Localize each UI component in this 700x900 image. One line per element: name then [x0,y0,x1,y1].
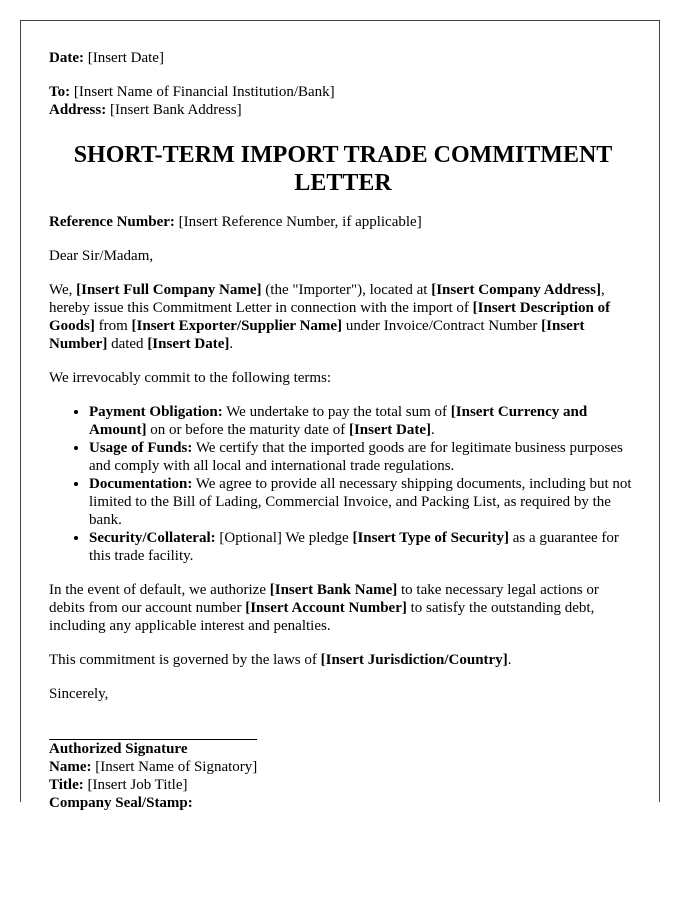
term-label: Usage of Funds: [89,440,193,456]
address-line [49,101,637,119]
letter-page [20,20,660,811]
salutation: Dear Sir/Madam, [49,248,154,264]
address-value: [Insert Bank Address] [106,102,242,118]
reference-value: [Insert Reference Number, if applicable] [174,214,422,230]
term-label: Security/Collateral: [89,530,216,546]
jurisdiction-placeholder: [Insert Jurisdiction/Country] [320,652,508,668]
intro-text: We, [49,282,77,298]
intro-text: . [229,336,234,352]
term-text: as a guarantee for this trade facility. [89,530,619,564]
signatory-title-line [49,776,637,794]
account-number-placeholder: [Insert Account Number] [245,600,407,616]
default-text: In the event of default, we authorize [49,582,270,598]
governing-text: This commitment is governed by the laws of [49,652,321,668]
date-label: Date: [49,50,84,66]
name-value: [Insert Name of Signatory] [91,759,258,775]
terms-list [49,403,637,565]
exporter-placeholder: [Insert Exporter/Supplier Name] [131,318,343,334]
security-type-placeholder: [Insert Type of Security] [352,530,509,546]
governing-paragraph [49,651,637,669]
to-label: To: [49,84,71,100]
intro-text: under Invoice/Contract Number [342,318,542,334]
term-text: We certify that the imported goods are for legitimate business purposes and comply with all local and international trade regulations. [89,440,623,474]
default-paragraph [49,581,637,635]
company-seal-line [49,794,637,812]
reference-line [49,213,637,231]
title-label: Title: [49,777,84,793]
date-placeholder: [Insert Date] [147,336,230,352]
address-label: Address: [49,102,107,118]
term-usage [89,439,637,475]
term-documentation [89,475,637,529]
intro-text: (the "Importer"), located at [261,282,432,298]
letter-content [49,49,637,812]
term-label: Documentation: [89,476,193,492]
default-text: to take necessary legal actions or debits from our account number [49,582,599,616]
term-payment [89,403,637,439]
term-security [89,529,637,565]
closing: Sincerely, [49,686,109,702]
letter-title: SHORT-TERM IMPORT TRADE COMMITMENT LETTER [73,142,613,196]
number-placeholder: [Insert Number] [49,318,585,352]
intro-paragraph [49,281,637,353]
to-value: [Insert Name of Financial Institution/Bank] [70,84,335,100]
name-label: Name: [49,759,92,775]
term-text: [Optional] We pledge [215,530,353,546]
term-text: We undertake to pay the total sum of [222,404,451,420]
term-label: Payment Obligation: [89,404,223,420]
commit-intro: We irrevocably commit to the following terms: [49,370,332,386]
title-value: [Insert Job Title] [83,777,188,793]
maturity-date-placeholder: [Insert Date] [348,422,432,438]
signature-label [49,740,637,758]
seal-label: Company Seal/Stamp: [49,795,193,811]
default-text: to satisfy the outstanding debt, including any applicable interest and penalties. [49,600,595,634]
term-text: on or before the maturity date of [146,422,349,438]
signatory-name-line [49,758,637,776]
company-address-placeholder: [Insert Company Address] [431,282,601,298]
governing-text: . [507,652,512,668]
date-value: [Insert Date] [83,50,164,66]
company-name-placeholder: [Insert Full Company Name] [76,282,262,298]
signature-label-text: Authorized Signature [49,741,188,757]
intro-text: from [94,318,132,334]
intro-text: dated [107,336,148,352]
date-line [49,49,637,67]
term-text: We agree to provide all necessary shipping documents, including but not limited to the Bill of Lading, Commercial Invoice, and Packing List, as required by the bank. [89,476,632,528]
reference-label: Reference Number: [49,214,175,230]
to-line [49,83,637,101]
amount-placeholder: [Insert Currency and Amount] [89,404,588,438]
goods-placeholder: [Insert Description of Goods] [49,300,611,334]
term-text: . [431,422,435,438]
bank-name-placeholder: [Insert Bank Name] [269,582,398,598]
intro-text: , hereby issue this Commitment Letter in connection with the import of [49,282,605,316]
